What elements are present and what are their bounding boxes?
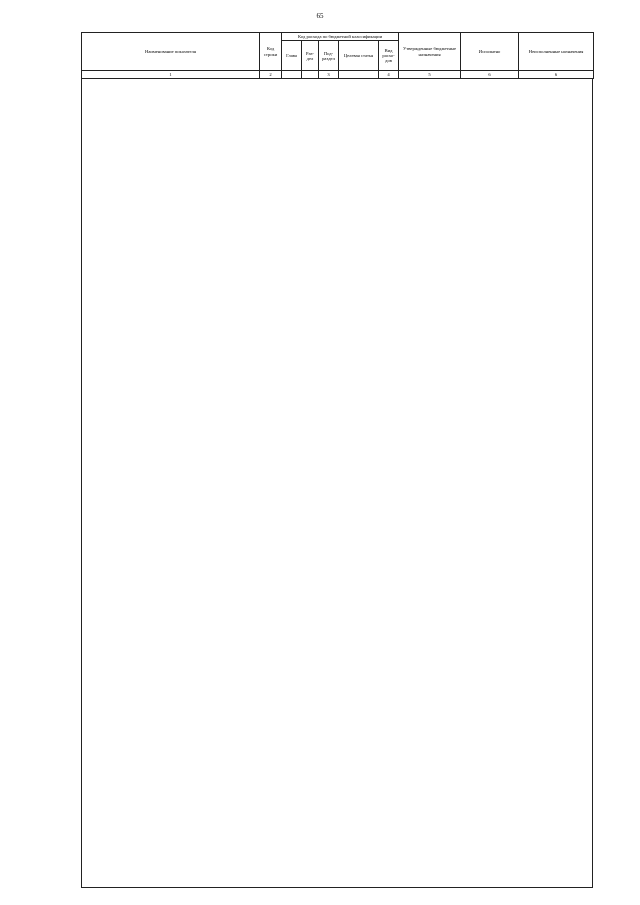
- column-index: 6: [519, 71, 594, 78]
- header-chapter: Глава: [282, 41, 302, 71]
- header-subsection: Под-раздел: [319, 41, 339, 71]
- header-budget-classification: Код расхода по бюджетной классификации: [282, 33, 399, 41]
- header-unexecuted: Неисполненные назначения: [519, 33, 594, 71]
- table-body-area: [81, 79, 593, 888]
- budget-execution-table: [81, 32, 593, 888]
- column-index: 2: [260, 71, 282, 78]
- header-approved: Утвержденные бюджетные назначения: [399, 33, 461, 71]
- header-target-article: Целевая статья: [339, 41, 379, 71]
- header-name: Наименование показателя: [82, 33, 260, 71]
- column-index: 4: [379, 71, 399, 78]
- column-index: [302, 71, 319, 78]
- column-index: [282, 71, 302, 78]
- page-number: 65: [316, 12, 324, 20]
- header-executed: Исполнено: [461, 33, 519, 71]
- column-index: 6: [461, 71, 519, 78]
- header-section: Раз-дел: [302, 41, 319, 71]
- column-index: [339, 71, 379, 78]
- header-expense-type: Вид расхо-дов: [379, 41, 399, 71]
- column-index: 3: [319, 71, 339, 78]
- column-index: 5: [399, 71, 461, 78]
- column-index: 1: [82, 71, 260, 78]
- header-row-code: Код строки: [260, 33, 282, 71]
